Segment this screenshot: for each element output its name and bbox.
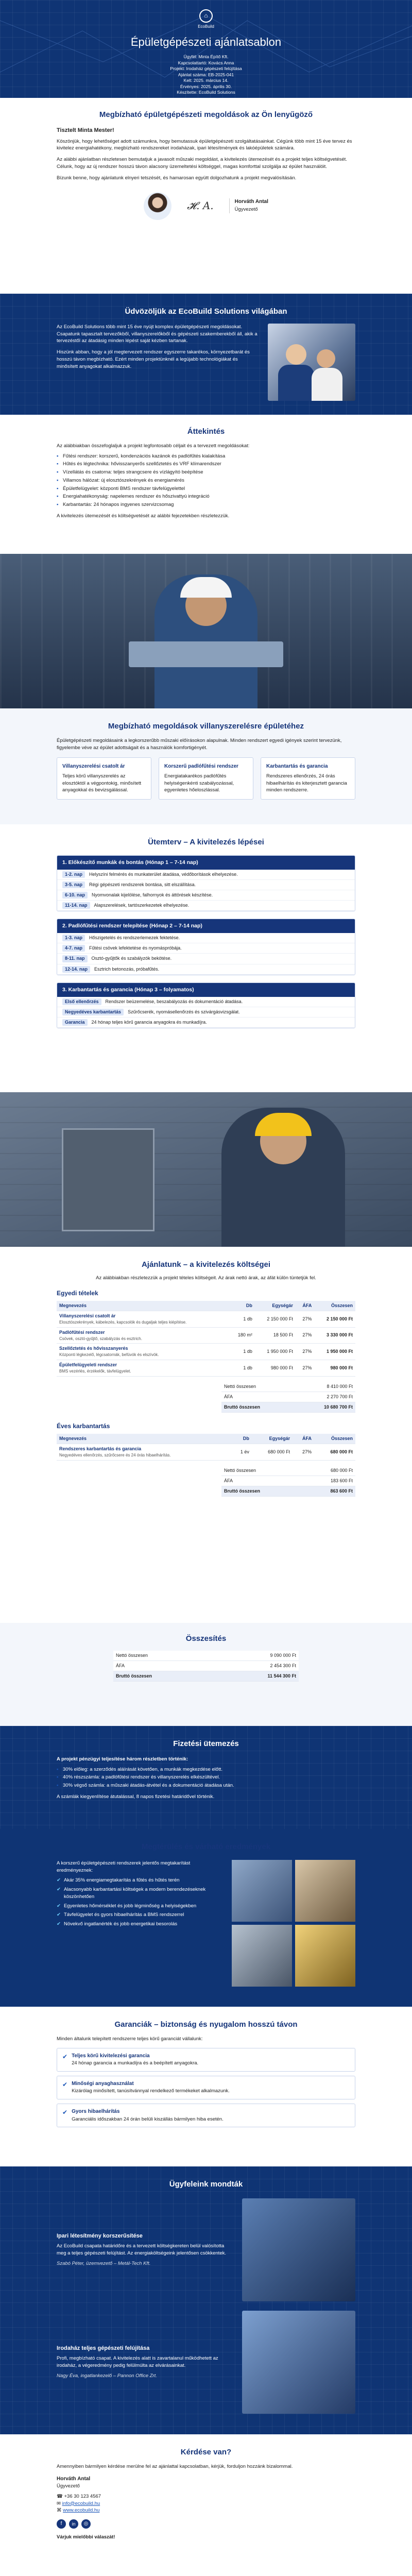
guarantee-item-text: Garanciális időszakban 24 órán belüli kiszállás bármilyen hiba esetén. [72,2116,224,2122]
schedule-row-text: Fűtési csövek lefektetése és nyomáspróbája. [89,945,182,951]
check-icon: ✔ [57,1921,61,1927]
overview-item: ▪ Villamos hálózat: új elosztószekrények és energiamérés [57,477,355,484]
schedule-row [57,964,355,975]
summary-label: Bruttó összesen [221,1486,302,1496]
schedule-row-date: Negyedéves karbantartás [62,1009,124,1015]
benefit-item [57,1877,224,1884]
contact-role: Ügyvezető [57,2483,80,2489]
table-header: Db [231,1434,252,1444]
quote-table-2 [57,1434,355,1461]
quote-table-1 [57,1301,355,1377]
contact-web[interactable]: www.ecobuild.hu [63,2507,100,2514]
reliable-card [159,757,253,800]
benefit-item [57,1911,224,1919]
item-name: Villanyszerelési csatolt ár [59,1313,116,1318]
item-qty: 1 év [231,1444,252,1461]
reliable-text: Épületgépészeti megoldásaink a legkorszerűbb műszaki előírásokon alapulnak. Minden rendszert egyedi igények szerint tervezünk, figyelembe véve az épület adottságait és a használók komfortigényét. [57,737,342,751]
testimonial-body [57,2345,235,2379]
benefits-title: Megtérülés és várható eredmények [141,1842,271,1851]
phone-icon: ☎ [57,2493,64,2499]
social-icons [57,2519,355,2529]
linkedin-icon[interactable]: in [69,2519,78,2529]
guarantee-item-title: Gyors hibaelhárítás [72,2109,120,2115]
item-total: 680 000 Ft [314,1444,355,1461]
schedule-row-text: 24 hónap teljes körű garancia anyagokra és munkadíjra. [91,1019,207,1025]
signature-block [57,192,355,220]
table-header: Összesen [314,1301,355,1311]
guarantee-item [57,2104,355,2127]
welcome-paragraph: Hiszünk abban, hogy a jól megtervezett rendszer egyszerre takarékos, környezetbarát és hosszú távon megbízható. Ezért minden projektünknél a legújabb technológiákat és minősített anyagokat alkalmazzuk. [57,349,250,369]
schedule-phases [57,855,355,1028]
table-row [57,1311,355,1327]
item-cell [57,1444,231,1461]
intro-greeting: Tisztelt Minta Mester! [57,127,114,133]
quote-subtotal-1 [221,1382,355,1413]
quote-group-1: Egyedi tételek [57,1289,98,1297]
schedule-row-date: 11-14. nap [62,902,90,909]
intro-title: Megbízható épületgépészeti megoldások az Ön lenyűgöző [99,110,313,119]
reliable-title: Megbízható megoldások villanyszerelésre épületéhez [108,722,304,731]
summary-value: 8 410 000 Ft [295,1382,355,1392]
payment-note: A számlák kiegyenlítése átutalással, 8 napos fizetési határidővel történik. [57,1793,215,1800]
overview-item: ▪ Energiahatékonyság: napelemes rendszer és hőszivattyú integráció [57,493,355,500]
guarantee-list [57,2048,355,2128]
item-desc: Csövek, osztó-gyűjtő, szabályzás és esztrich. [59,1336,142,1341]
facebook-icon[interactable]: f [57,2519,66,2529]
item-cell [57,1311,229,1327]
testimonial-text: Az EcoBuild csapata határidőre és a tervezett költségkereten belül valósította meg a teljes gépészeti felújítást. Az energiaköltségeink jelentősen csökkentek. [57,2243,226,2256]
payment-intro: A projekt pénzügyi teljesítése három részletben történik: [57,1756,188,1762]
testimonial-author: Szabó Péter, üzemvezető – Metál-Tech Kft. [57,2260,151,2266]
schedule-row-date: 4-7. nap [62,945,85,952]
schedule-phase [57,919,355,975]
overview-footer: A kivitelezés ütemezését és költségvetését az alábbi fejezetekben részletezzük. [57,513,230,519]
item-desc: Elosztószekrények, kábelezés, kapcsolók és dugaljak teljes kiépítése. [59,1320,187,1325]
schedule-row-text: Osztó-gyűjtők és szabályzók bekötése. [91,956,172,961]
benefit-photo-3 [232,1925,292,1987]
guarantee-item-text: Kizárólag minősített, tanúsítvánnyal rendelkező termékeket alkalmazunk. [72,2088,230,2094]
reliable-card-title: Korszerű padlófűtési rendszer [164,764,238,770]
summary-value: 11 544 300 Ft [215,1671,299,1681]
summary-row [221,1476,355,1486]
schedule-row [57,890,355,901]
hero-detail-line: Ajánlat száma: EB-2025-041 [178,72,234,77]
item-cell [57,1327,229,1344]
benefits-list [57,1877,224,1928]
guarantee-item-text: 24 hónap garancia a munkadíjra és a beépített anyagokra. [72,2060,199,2066]
payment-item: ▪ 40% részszámla: a padlófűtési rendszer és villanyszerelés elkészültével. [57,1774,355,1781]
testimonial-heading: Ipari létesítmény korszerűsítése [57,2233,143,2240]
intro-paragraph: Bízunk benne, hogy ajánlatunk elnyeri tetszését, és hamarosan együtt dolgozhatunk a projekt megvalósításán. [57,175,297,181]
item-qty: 1 db [229,1360,255,1376]
schedule-row-date: 3-5. nap [62,882,85,888]
benefit-item [57,1903,224,1910]
guarantee-item [57,2048,355,2072]
welcome-photo [268,324,355,401]
benefit-text: Alacsonyabb karbantartási költségek a modern berendezéseknek köszönhetően [63,1887,206,1900]
welcome-title: Üdvözöljük az EcoBuild Solutions világában [125,307,287,316]
hero-detail-line: Kelt: 2025. március 14. [183,78,229,83]
schedule-row-date: 12-14. nap [62,966,90,973]
item-total: 2 150 000 Ft [314,1311,355,1327]
quote-section [0,1247,412,1623]
reliable-card-text: Energiatakarékos padlófűtés helyiségenkénti szabályozással, egyenletes hőeloszlással. [164,773,234,793]
summary-label: ÁFA [221,1392,295,1402]
intro-section [0,98,412,294]
check-icon: ✔ [57,1912,61,1918]
benefit-photo-2 [295,1860,355,1922]
benefit-item [57,1921,224,1928]
signature-image: 𝓗. A. [187,199,214,212]
summary-label: Nettó összesen [113,1651,215,1661]
payment-item: ▪ 30% előleg: a szerződés aláírását követően, a munkák megkezdése előtt. [57,1766,355,1773]
summary-row [113,1660,299,1671]
item-vat: 27% [296,1344,315,1360]
quote-subtotal-2 [221,1466,355,1497]
summary-row [221,1466,355,1476]
item-desc: Központi légkezelő, légcsatornák, befúvók és elszívók. [59,1352,159,1358]
welcome-text [57,324,259,401]
summary-value: 863 600 Ft [302,1486,355,1496]
schedule-row [57,870,355,880]
overview-intro: Az alábbiakban összefoglaljuk a projekt legfontosabb céljait és a tervezett megoldásokat: [57,443,250,449]
testimonial-body [57,2232,235,2267]
reliable-card-text: Rendszeres ellenőrzés, 24 órás hibaelhárítás és kiterjesztett garancia minden rendszerre. [266,773,347,793]
signer-name: Horváth Antal [234,199,268,205]
overview-item: ▪ Fűtési rendszer: korszerű, kondenzációs kazánok és padlófűtés kialakítása [57,453,355,460]
table-row [57,1327,355,1344]
schedule-row [57,901,355,911]
schedule-title: Ütemterv – A kivitelezés lépései [148,838,264,846]
guarantee-body [72,2080,230,2095]
contact-email[interactable]: info@ecobuild.hu [62,2500,100,2506]
schedule-row-text: Hőszigetelés és rendszerlemezek fektetése. [89,935,180,941]
email-icon: ✉ [57,2500,62,2506]
contact-name: Horváth Antal [57,2476,91,2482]
summary-label: Bruttó összesen [113,1671,215,1681]
overview-item: ▪ Karbantartás: 24 hónapos ingyenes szervizcsomag [57,501,355,509]
table-header: Megnevezés [57,1301,229,1311]
reliable-card-title: Villanyszerelési csatolt ár [62,764,125,770]
guarantee-section [0,2007,412,2166]
guarantee-body [72,2108,224,2123]
summary-row [221,1392,355,1402]
summary-label: ÁFA [113,1660,215,1671]
schedule-section [0,824,412,1092]
total-section [0,1623,412,1726]
quote-group-2: Éves karbantartás [57,1422,110,1430]
electrician-photo [0,1092,412,1247]
summary-value: 2 270 700 Ft [295,1392,355,1402]
benefits-intro: A korszerű épületgépészeti rendszerek jelentős megtakarítást eredményeznek: [57,1860,191,1873]
reliable-card-text: Teljes körű villanyszerelés az elosztóktól a végpontokig, minősített anyagokkal és bevizsgálással. [62,773,142,793]
overview-item: ▪ Hűtés és légtechnika: hővisszanyerős szellőztetés és VRF klímarendszer [57,461,355,468]
quote-title: Ajánlatunk – a kivitelezés költségei [141,1260,271,1269]
table-header: Megnevezés [57,1434,231,1444]
item-vat: 27% [296,1360,315,1376]
item-qty: 180 m² [229,1327,255,1344]
guarantee-intro: Minden általunk telepített rendszerre teljes körű garanciát vállalunk: [57,2036,203,2042]
check-icon: ✔ [57,1903,61,1909]
overview-section [0,415,412,554]
schedule-row-date: 1-2. nap [62,871,85,878]
benefit-item [57,1886,224,1901]
schedule-row [57,880,355,890]
intro-paragraph: Köszönjük, hogy lehetőséget adott számunkra, hogy bemutassuk épületgépészeti szolgáltatásainkat. Cégünk több mint 15 éve tervez és kivitelez energiahatékony, megbízható rendszereket irodaházak, ipari létesítmények és lakóépületek számára. [57,138,352,151]
check-icon: ✔ [57,1877,61,1884]
item-price: 1 950 000 Ft [255,1344,296,1360]
schedule-phase-title: 3. Karbantartás és garancia (Hónap 3 – folyamatos) [57,983,355,997]
item-desc: Negyedéves ellenőrzés, szűrőcsere és 24 órás hibaelhárítás. [59,1453,171,1458]
signer-avatar [144,192,171,220]
testimonial-text: Profi, megbízható csapat. A kivitelezés alatt is zavartalanul működhetett az irodaház, a végeredmény pedig felülmúlta az elvárásainkat. [57,2355,218,2368]
contact-phone[interactable]: +36 30 123 4567 [64,2493,101,2499]
item-price: 980 000 Ft [255,1360,296,1376]
benefit-photo-1 [232,1860,292,1922]
benefit-photo-4 [295,1925,355,1987]
instagram-icon[interactable]: ◎ [81,2519,91,2529]
guarantee-item [57,2076,355,2099]
table-header: Egységár [252,1434,293,1444]
schedule-row [57,943,355,954]
welcome-paragraph: Az EcoBuild Solutions több mint 15 éve nyújt komplex épületgépészeti megoldásokat. Csapatunk tapasztalt tervezőkből, villanyszerelőkből és gépészeti szakemberekből áll, akik a tervezéstől az átadásig minden lépést saját kézben tartanak. [57,324,258,344]
schedule-phase [57,982,355,1028]
testimonials-list [57,2198,355,2414]
questions-title: Kérdése van? [180,2448,232,2456]
guarantee-item-title: Minőségi anyaghasználat [72,2080,134,2087]
schedule-row-date: 8-11. nap [62,955,88,962]
total-table [113,1651,299,1682]
payment-section [0,1726,412,1829]
item-name: Szellőztetés és hővisszanyerés [59,1346,128,1351]
shield-check-icon: ✔ [62,2109,68,2116]
item-vat: 27% [296,1327,315,1344]
summary-row [221,1402,355,1412]
schedule-phase [57,855,355,911]
item-name: Épületfelügyeleti rendszer [59,1362,117,1367]
worker-photo [0,554,412,708]
schedule-row-text: Szűrőcserék, nyomásellenőrzés és szivárgásvizsgálat. [128,1009,240,1014]
item-price: 680 000 Ft [252,1444,293,1461]
item-qty: 1 db [229,1344,255,1360]
benefit-text: Távfelügyelet és gyors hibaelhárítás a BMS rendszerrel [63,1912,184,1918]
check-icon: ✔ [57,1887,61,1893]
item-price: 18 500 Ft [255,1327,296,1344]
item-name: Rendszeres karbantartás és garancia [59,1446,142,1452]
logo-text: EcoBuild [198,24,214,29]
item-price: 2 150 000 Ft [255,1311,296,1327]
schedule-row-text: Alapszerelések, tartószerkezetek elhelyezése. [94,903,190,908]
schedule-row-date: 6-10. nap [62,892,88,899]
testimonial [57,2198,355,2301]
overview-title: Áttekintés [187,427,225,436]
table-header: Db [229,1301,255,1311]
table-header: Összesen [314,1434,355,1444]
hero-title: Épületgépészeti ajánlatsablon [130,35,282,48]
table-header: Egységár [255,1301,296,1311]
payment-item: ▪ 30% végső számla: a műszaki átadás-átvétel és a dokumentáció átadása után. [57,1782,355,1789]
reliable-cards [57,757,355,800]
benefits-photos [232,1860,355,1987]
hero-detail-line: Kapcsolattartó: Kovács Anna [178,60,234,65]
table-header: ÁFA [293,1434,314,1444]
schedule-row-text: Rendszer beüzemelése, beszabályozás és dokumentáció átadása. [105,998,243,1004]
table-row [57,1344,355,1360]
testimonials-title: Ügyfeleink mondták [169,2180,243,2189]
shield-check-icon: ✔ [62,2053,68,2060]
payment-title: Fizetési ütemezés [173,1739,239,1748]
summary-row [221,1486,355,1496]
item-total: 980 000 Ft [314,1360,355,1376]
benefits-section [0,1829,412,2007]
schedule-phase-title: 2. Padlófűtési rendszer telepítése (Hónap 2 – 7-14 nap) [57,919,355,933]
testimonial-heading: Irodaház teljes gépészeti felújítása [57,2345,150,2352]
guarantee-title: Garanciák – biztonság és nyugalom hosszú távon [114,2020,298,2029]
benefit-text: Növekvő ingatlanérték és jobb energetikai besorolás [63,1921,178,1927]
summary-value: 183 600 Ft [302,1476,355,1486]
schedule-row [57,933,355,943]
logo-icon: ⌂ [199,9,213,23]
questions-text: Amennyiben bármilyen kérdése merülne fel az ajánlattal kapcsolatban, kérjük, forduljon hozzánk bizalommal. [57,2463,293,2469]
quote-text: Az alábbiakban részletezzük a projekt tételes költségeit. Az árak nettó árak, az áfát külön tüntetjük fel. [96,1275,316,1281]
table-row [57,1444,355,1461]
benefit-text: Akár 35% energiamegtakarítás a fűtés és hűtés terén [63,1877,180,1884]
schedule-row-date: Garancia [62,1019,88,1026]
summary-value: 680 000 Ft [302,1466,355,1476]
summary-row [221,1382,355,1392]
table-row [57,1360,355,1376]
hero-section [0,0,412,98]
questions-section [0,2434,412,2576]
hero-detail-line: Projekt: Irodaház gépészeti felújítása [170,66,242,72]
schedule-row-date: 1-3. nap [62,935,85,941]
signer-role: Ügyvezető [234,206,258,212]
hero-detail-line: Érvényes: 2025. április 30. [180,83,232,89]
testimonials-section [0,2166,412,2434]
summary-label: ÁFA [221,1476,302,1486]
schedule-row-date: Első ellenőrzés [62,998,101,1005]
summary-label: Bruttó összesen [221,1402,295,1412]
benefit-text: Egyenletes hőmérséklet és jobb légminőség a helyiségekben [63,1903,197,1909]
shield-check-icon: ✔ [62,2080,68,2088]
summary-value: 10 680 700 Ft [295,1402,355,1412]
schedule-phase-title: 1. Előkészítő munkák és bontás (Hónap 1 – 7-14 nap) [57,856,355,870]
overview-item: ▪ Épületfelügyelet: központi BMS rendszer távfelügyelettel [57,485,355,493]
guarantee-body [72,2053,198,2067]
item-qty: 1 db [229,1311,255,1327]
testimonial-author: Nagy Éva, ingatlankezelő – Pannon Office Zrt. [57,2372,157,2379]
hero-details [0,54,412,95]
item-cell [57,1360,229,1376]
reliable-card [261,757,355,800]
testimonial-photo [242,2311,355,2414]
reliable-section [0,708,412,824]
schedule-row [57,997,355,1007]
schedule-row-text: Helyszíni felmérés és munkaterület átadása, védőborítások elhelyezése. [89,871,238,877]
reliable-card [57,757,151,800]
overview-list [57,453,355,509]
welcome-section [0,294,412,415]
schedule-row-text: Régi gépészeti rendszerek bontása, sitt elszállítása. [89,882,196,888]
summary-label: Nettó összesen [221,1382,295,1392]
item-cell [57,1344,229,1360]
total-title: Összesítés [185,1634,227,1643]
hero-detail-line: Ügyfél: Minta Építő Kft. [183,54,229,60]
schedule-row [57,1007,355,1018]
item-total: 1 950 000 Ft [314,1344,355,1360]
item-name: Padlófűtési rendszer [59,1329,105,1335]
reliable-card-title: Karbantartás és garancia [266,764,328,770]
item-total: 3 330 000 Ft [314,1327,355,1344]
item-desc: BMS vezérlés, érzékelők, távfelügyelet. [59,1368,131,1374]
overview-item: ▪ Vízellátás és csatorna: teljes strangcsere és vízlágyító beépítése [57,469,355,476]
table-header: ÁFA [296,1301,315,1311]
web-icon: ⌘ [57,2507,63,2514]
schedule-row-text: Esztrich betonozás, próbafűtés. [94,966,160,972]
schedule-row-text: Nyomvonalak kijelölése, falhornyok és áttörések készítése. [92,892,213,898]
testimonial [57,2311,355,2414]
item-vat: 27% [296,1311,315,1327]
item-vat: 27% [293,1444,314,1461]
intro-paragraph: Az alábbi ajánlatban részletesen bemutatjuk a javasolt műszaki megoldást, a kivitelezés ütemezését és a projekt teljes költségvetését. Célunk, hogy az új rendszer hosszú távon alacsony üzemeltetési költséggel, magas komforttal szolgálja az épület használóit. [57,157,347,170]
schedule-row [57,1018,355,1028]
schedule-row [57,954,355,964]
summary-value: 2 454 300 Ft [215,1660,299,1671]
testimonial-photo [242,2198,355,2301]
guarantee-item-title: Teljes körű kivitelezési garancia [72,2053,150,2059]
payment-list [57,1766,355,1789]
hero-detail-line: Készítette: EcoBuild Solutions [177,90,235,95]
summary-row [113,1651,299,1661]
closing-text: Várjuk mielőbbi válaszát! [57,2534,115,2540]
summary-row [113,1671,299,1681]
summary-label: Nettó összesen [221,1466,302,1476]
intro-text [57,138,355,182]
summary-value: 9 090 000 Ft [215,1651,299,1661]
